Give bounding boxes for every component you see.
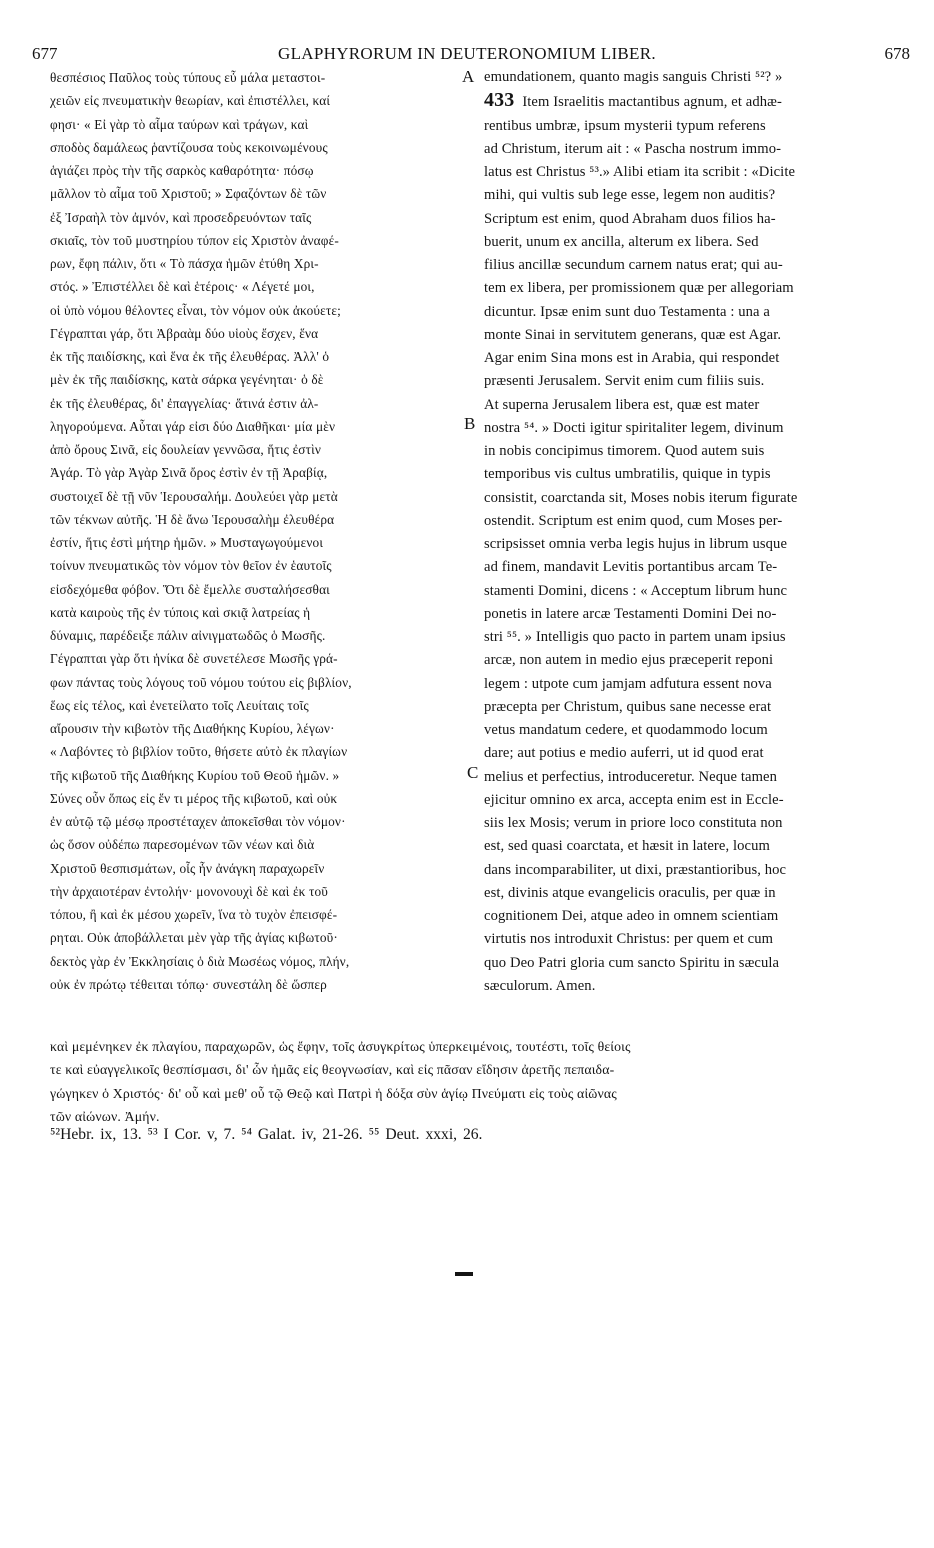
- greek-column: [50, 66, 462, 996]
- latin-line: legem : utpote cum jamjam adfutura essent nova: [484, 675, 772, 692]
- greek-line: γώγηκεν ὁ Χριστός· δι' οὗ καὶ μεθ' οὗ τῷ Θεῷ καὶ Πατρὶ ἡ δόξα σὺν ἁγίῳ Πνεύματι εἰς τοὺς αἰῶνας: [50, 1085, 617, 1101]
- latin-column: [484, 66, 892, 998]
- greek-line: Γέγραπται γὰρ ὅτι ἡνίκα δὲ συνετέλεσε Μωσῆς γρά-: [50, 651, 338, 667]
- greek-line: φησι· « Εἰ γὰρ τὸ αἷμα ταύρων καὶ τράγων, καὶ: [50, 116, 309, 132]
- end-rule: [455, 1272, 473, 1276]
- greek-line: τῆς κιβωτοῦ τῆς Διαθήκης Κυρίου τοῦ Θεοῦ ἡμῶν. »: [50, 767, 340, 783]
- greek-line: οἱ ὑπὸ νόμου θέλοντες εἶναι, τὸν νόμον οὐκ ἀκούετε;: [50, 302, 341, 318]
- latin-line: consistit, coarctanda sit, Moses nobis iterum figurate: [484, 489, 798, 506]
- greek-line: στός. » Ἐπιστέλλει δὲ καὶ ἑτέροις· « Λέγετέ μοι,: [50, 279, 315, 295]
- latin-line: [484, 89, 892, 114]
- greek-line: τοίνυν πνευματικῶς τὸν νόμον τὸν θεῖον ἐν ἑαυτοῖς: [50, 558, 332, 574]
- latin-line: arcæ, non autem in medio ejus præceperit reponi: [484, 652, 774, 669]
- latin-line: mihi, qui vultis sub lege esse, legem non auditis?: [484, 187, 776, 204]
- latin-line: virtutis nos introduxit Christus: per quem et cum: [484, 931, 774, 948]
- latin-line: sæculorum. Amen.: [484, 977, 596, 994]
- latin-line: est, sed quasi coarctata, et hæsit in latere, locum: [484, 838, 770, 855]
- latin-line: ponetis in latere arcæ Testamenti Domini Dei no-: [484, 605, 777, 622]
- greek-line: μὲν ἐκ τῆς παιδίσκης, κατὰ σάρκα γεγένηται· ὁ δὲ: [50, 372, 324, 388]
- greek-line: ρηται. Οὐκ ἀποβάλλεται μὲν γὰρ τῆς ἁγίας κιβωτοῦ·: [50, 930, 338, 946]
- latin-line: dare; aut potius e medio auferri, ut id quod erat: [484, 745, 764, 762]
- greek-line: τῶν τέκνων αὐτῆς. Ἡ δὲ ἄνω Ἱερουσαλὴμ ἐλευθέρα: [50, 511, 335, 527]
- greek-line: ἐστίν, ἥτις ἐστὶ μήτηρ ἡμῶν. » Μυσταγωγούμενοι: [50, 535, 324, 550]
- latin-line: stri ⁵⁵. » Intelligis quo pacto in partem unam ipsius: [484, 629, 786, 645]
- latin-line: stamenti Domini, dicens : « Acceptum librum hunc: [484, 582, 788, 599]
- latin-line: ejicitur omnino ex arca, accepta enim est in Eccle-: [484, 791, 784, 808]
- latin-line: tem ex libera, per promissionem quæ per allegoriam: [484, 280, 794, 297]
- greek-line: φων πάντας τοὺς λόγους τοῦ νόμου τούτου εἰς βιβλίον,: [50, 674, 352, 690]
- greek-line: σκιαῖς, τὸν τοῦ μυστηρίου τύπον εἰς Χριστὸν ἀναφέ-: [50, 232, 339, 248]
- greek-line: τὴν ἀρχαιοτέραν ἐντολήν· μονονουχὶ δὲ καὶ ἐκ τοῦ: [50, 883, 329, 899]
- greek-line: ὡς ὅσον οὐδέπω παρεσομένων τῶν νέων καὶ διὰ: [50, 837, 315, 853]
- latin-line: in nobis concipimus timorem. Quod autem suis: [484, 443, 765, 459]
- latin-line: quo Deo Patri gloria cum sancto Spiritu in sæcula: [484, 954, 780, 971]
- latin-line: cognitionem Dei, atque adeo in omnem scientiam: [484, 908, 779, 924]
- greek-line: τῶν αἰώνων. Ἀμήν.: [50, 1108, 160, 1124]
- latin-line: est, divinis atque evangelicis oraculis, per quæ in: [484, 884, 776, 901]
- latin-line: At superna Jerusalem libera est, quæ est mater: [484, 396, 760, 413]
- greek-line: σποδὸς δαμάλεως ῥαντίζουσα τοὺς κεκοινωμένους: [50, 139, 328, 155]
- greek-line: Γέγραπται γάρ, ὅτι Ἀβραὰμ δύο υἱοὺς ἔσχεν, ἕνα: [50, 325, 319, 341]
- greek-line: ἀπὸ ὄρους Σινᾶ, εἰς δουλείαν γεννῶσα, ἥτις ἐστὶν: [50, 442, 322, 457]
- latin-line: Agar enim Sina mons est in Arabia, qui respondet: [484, 350, 780, 366]
- greek-line: καὶ μεμένηκεν ἐκ πλαγίου, παραχωρῶν, ὡς ἔφην, τοῖς ἀσυγκρίτως ὑπερκειμένοις, τουτέστι, τοῖς θείοις: [50, 1039, 631, 1054]
- greek-line: ἐκ τῆς παιδίσκης, καὶ ἕνα ἐκ τῆς ἐλευθέρας. Ἀλλ' ὁ: [50, 349, 330, 364]
- page-number-left: 677: [32, 44, 58, 63]
- section-number: 433: [484, 89, 515, 112]
- latin-line: dans incomparabiliter, ut dixi, præstantioribus, hoc: [484, 861, 787, 878]
- greek-line: τόπου, ἢ καὶ ἐκ μέσου χωρεῖν, ἵνα τὸ τυχὸν ἐπεισφέ-: [50, 907, 338, 922]
- latin-line: melius et perfectius, introduceretur. Neque tamen: [484, 768, 778, 785]
- greek-line: ἁγιάζει πρὸς τὴν τῆς σαρκὸς καθαρότητα· πόσῳ: [50, 163, 314, 178]
- latin-line: monte Sinai in servitutem generans, quæ est Agar.: [484, 326, 782, 343]
- latin-line: rentibus umbræ, ipsum mysterii typum referens: [484, 117, 766, 134]
- greek-line: μᾶλλον τὸ αἷμα τοῦ Χριστοῦ; » Σφαζόντων δὲ τῶν: [50, 186, 327, 202]
- greek-line: οὐκ ἐν πρώτῳ τέθειται τόπῳ· συνεστάλη δὲ ὥσπερ: [50, 976, 327, 992]
- latin-line: siis lex Mosis; verum in priore loco constituta non: [484, 815, 783, 831]
- greek-line: θεσπέσιος Παῦλος τοὺς τύπους εὖ μάλα μεταστοι-: [50, 70, 326, 85]
- greek-line: ρων, ἔφη πάλιν, ὅτι « Τὸ πάσχα ἡμῶν ἐτύθη Χρι-: [50, 256, 319, 271]
- margin-mark-b: B: [464, 414, 476, 433]
- greek-line: Ἀγάρ. Τὸ γὰρ Ἀγὰρ Σινᾶ ὄρος ἐστὶν ἐν τῇ Ἀραβίᾳ,: [50, 465, 328, 481]
- latin-line: ostendit. Scriptum est enim quod, cum Moses per-: [484, 512, 783, 529]
- greek-line: κατὰ καιροὺς τῆς ἐν τύποις καὶ σκιᾷ λατρείας ἡ: [50, 604, 311, 620]
- greek-line: ἐν αὐτῷ τῷ μέσῳ προστέταχεν ἀποκεῖσθαι τὸν νόμον·: [50, 814, 346, 829]
- greek-line: Σύνες οὖν ὅπως εἰς ἕν τι μέρος τῆς κιβωτοῦ, καὶ οὐκ: [50, 790, 338, 806]
- latin-line: temporibus vis cultus umbratilis, quique in typis: [484, 466, 771, 483]
- greek-line: αἴρουσιν τὴν κιβωτὸν τῆς Διαθήκης Κυρίου, λέγων·: [50, 721, 335, 736]
- greek-line: συστοιχεῖ δὲ τῇ νῦν Ἱερουσαλήμ. Δουλεύει γὰρ μετὰ: [50, 488, 338, 504]
- greek-line: ἕως εἰς τέλος, καὶ ἐνετείλατο τοῖς Λευίταις τοῖς: [50, 697, 309, 713]
- latin-line: vetus mandatum cedere, et quodammodo locum: [484, 722, 768, 738]
- running-title: GLAPHYRORUM IN DEUTERONOMIUM LIBER.: [278, 44, 656, 63]
- greek-line: δύναμις, παρέδειξε πάλιν αἰνιγματωδῶς ὁ Μωσῆς.: [50, 628, 326, 643]
- latin-line: præsenti Jerusalem. Servit enim cum filiis suis.: [484, 373, 765, 390]
- greek-line: δεκτὸς γὰρ ἐν Ἐκκλησίαις ὁ διὰ Μωσέως νόμος, πλήν,: [50, 953, 350, 969]
- latin-line: filius ancillæ secundum carnem natus erat; qui au-: [484, 257, 783, 273]
- margin-mark-c: C: [467, 763, 479, 782]
- greek-line: « Λαβόντες τὸ βιβλίον τοῦτο, θήσετε αὐτὸ ἐκ πλαγίων: [50, 744, 348, 760]
- footnotes: ⁵²Hebr. ix, 13. ⁵³ I Cor. v, 7. ⁵⁴ Galat. iv, 21-26. ⁵⁵ Deut. xxxi, 26.: [50, 1126, 483, 1143]
- page-number-right: 678: [884, 44, 910, 63]
- greek-line: ληγορούμενα. Αὗται γάρ εἰσι δύο Διαθῆκαι· μία μὲν: [50, 418, 336, 434]
- margin-mark-a: A: [462, 67, 475, 86]
- greek-line: χειῶν εἰς πνευματικὴν θεωρίαν, καὶ ἐπιστέλλει, καί: [50, 93, 331, 109]
- latin-line: scripsisset omnia verba legis hujus in librum usque: [484, 536, 788, 552]
- greek-line: ἐξ Ἰσραὴλ τὸν ἀμνόν, καὶ προσεδρευόντων ταῖς: [50, 209, 312, 225]
- line-text: Item Israelitis mactantibus agnum, et adhæ-: [522, 94, 782, 111]
- greek-full-width-paragraph: [50, 1035, 892, 1128]
- latin-line: nostra ⁵⁴. » Docti igitur spiritaliter legem, divinum: [484, 419, 784, 436]
- greek-line: Χριστοῦ θεσπισμάτων, οἷς ἦν ἀνάγκη παραχωρεῖν: [50, 860, 325, 876]
- latin-line: latus est Christus ⁵³.» Alibi etiam ita scribit : «Dicite: [484, 164, 796, 180]
- latin-line: emundationem, quanto magis sanguis Christi ⁵²? »: [484, 69, 783, 85]
- latin-line: Scriptum est enim, quod Abraham duos filios ha-: [484, 210, 776, 227]
- greek-line: ἐκ τῆς ἐλευθέρας, δι' ἐπαγγελίας· ἅτινά ἐστιν ἀλ-: [50, 395, 319, 411]
- latin-line: præcepta per Christum, quibus sane necesse erat: [484, 698, 772, 715]
- greek-line: εἰσδεχόμεθα φόβον. Ὅτι δὲ ἔμελλε συσταλήσεσθαι: [50, 581, 330, 597]
- latin-line: buerit, unum ex ancilla, alterum ex libera. Sed: [484, 233, 759, 250]
- latin-line: ad finem, mandavit Levitis portantibus arcam Te-: [484, 559, 778, 576]
- latin-line: dicuntur. Ipsæ enim sunt duo Testamenta : una a: [484, 303, 770, 320]
- latin-line: ad Christum, iterum ait : « Pascha nostrum immo-: [484, 140, 782, 157]
- greek-line: τε καὶ εὐαγγελικοῖς θεσπίσμασι, δι' ὧν ἡμᾶς εἰς θεογνωσίαν, καὶ εἰς πᾶσαν εἴδησιν ἀρετῆς πεπαιδα-: [50, 1062, 615, 1078]
